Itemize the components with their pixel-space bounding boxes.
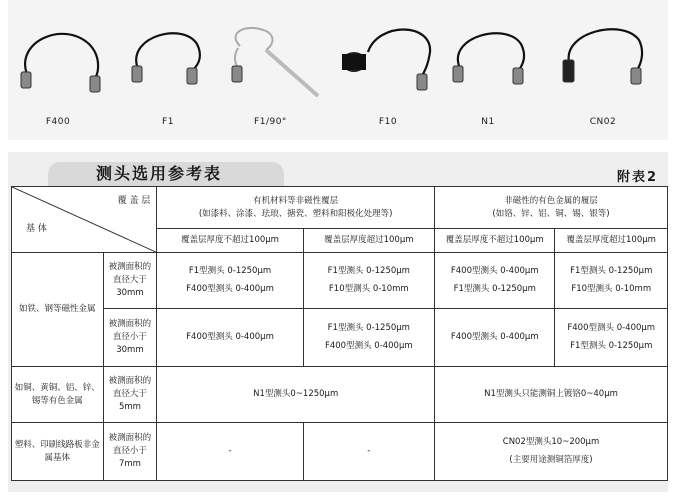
table-row: [12, 367, 668, 423]
base-cell-iron: 如铁、钢等磁性金属: [12, 253, 104, 367]
probe-label: F400: [45, 117, 71, 127]
value-cell: N1型测头只能测铜上镀铬0~40μm: [435, 367, 668, 423]
sub-header-gt100: 覆盖层厚度超过100μm: [555, 229, 668, 253]
sub-header-le100: 覆盖层厚度不超过100μm: [435, 229, 555, 253]
sub-header-le100: 覆盖层厚度不超过100μm: [157, 229, 303, 253]
value-cell: F1型测头 0-1250μm F10型测头 0-10mm: [555, 253, 668, 309]
probe-selection-section: [8, 152, 668, 492]
table-row: [12, 253, 668, 309]
probe-reference-table: [11, 186, 668, 481]
substrate-label: 基 体: [26, 224, 47, 234]
value-cell: -: [303, 423, 434, 481]
area-cell: 被测面积的直径大于5mm: [103, 367, 157, 423]
cable-probe-icon: [13, 22, 103, 97]
group-title: 有机材料等非磁性覆层: [253, 195, 339, 206]
probe-n1: [443, 0, 533, 140]
cable-probe-icon: [123, 22, 213, 97]
section-title: 测头选用参考表: [48, 162, 284, 186]
probe-label: F1: [162, 117, 174, 127]
right-angle-probe-icon: [218, 22, 323, 102]
group-subtitle: (如铬、锌、铝、铜、锡、银等): [492, 208, 610, 219]
value-cell: F400型测头 0-400μm F1型测头 0-1250μm: [435, 253, 555, 309]
value-cell: F1型测头 0-1250μm F400型测头 0-400μm: [303, 309, 434, 367]
group-subtitle: (如漆料、涂漆、珐琅、搪瓷、塑料和阳极化处理等): [198, 208, 393, 219]
cover-layer-label: 覆 盖 层: [117, 196, 151, 206]
area-cell: 被测面积的直径小于7mm: [103, 423, 157, 481]
probe-image-strip: [8, 0, 668, 140]
base-cell-plastic: 塑料、印刷线路板非金属基体: [12, 423, 104, 481]
base-cell-copper: 如铜、黄铜、铝、锌、锡等有色金属: [12, 367, 104, 423]
probe-label: CN02: [589, 117, 617, 127]
probe-f1: [123, 0, 213, 140]
corner-header-cell: [12, 187, 157, 253]
table-row: [12, 423, 668, 481]
table-number: 附表2: [616, 170, 658, 185]
cable-probe-icon: [553, 22, 653, 97]
value-cell: F400型测头 0-400μm F1型测头 0-1250μm: [555, 309, 668, 367]
large-head-probe-icon: [338, 22, 438, 97]
value-cell: N1型测头0~1250μm: [157, 367, 435, 423]
group-header-organic: [157, 187, 435, 229]
sub-header-gt100: 覆盖层厚度超过100μm: [303, 229, 434, 253]
cable-probe-icon: [443, 22, 533, 97]
value-cell: -: [157, 423, 303, 481]
probe-f400: [13, 0, 103, 140]
probe-label: F1/90°: [254, 117, 287, 127]
probe-f1-90: [218, 0, 323, 140]
value-cell: F1型测头 0-1250μm F400型测头 0-400μm: [157, 253, 303, 309]
value-cell: CN02型测头10~200μm (主要用途测铜箔厚度): [435, 423, 668, 481]
probe-f10: [338, 0, 438, 140]
area-cell: 被测面积的直径小于30mm: [103, 309, 157, 367]
value-cell: F1型测头 0-1250μm F10型测头 0-10mm: [303, 253, 434, 309]
probe-label: N1: [481, 117, 495, 127]
probe-cn02: [553, 0, 653, 140]
group-title: 非磁性的有色金属的履层: [504, 195, 598, 206]
area-cell: 被测面积的直径大于30mm: [103, 253, 157, 309]
value-cell: F400型测头 0-400μm: [435, 309, 555, 367]
value-cell: F400型测头 0-400μm: [157, 309, 303, 367]
probe-label: F10: [378, 117, 398, 127]
group-header-metal: [435, 187, 668, 229]
table-row: [12, 309, 668, 367]
